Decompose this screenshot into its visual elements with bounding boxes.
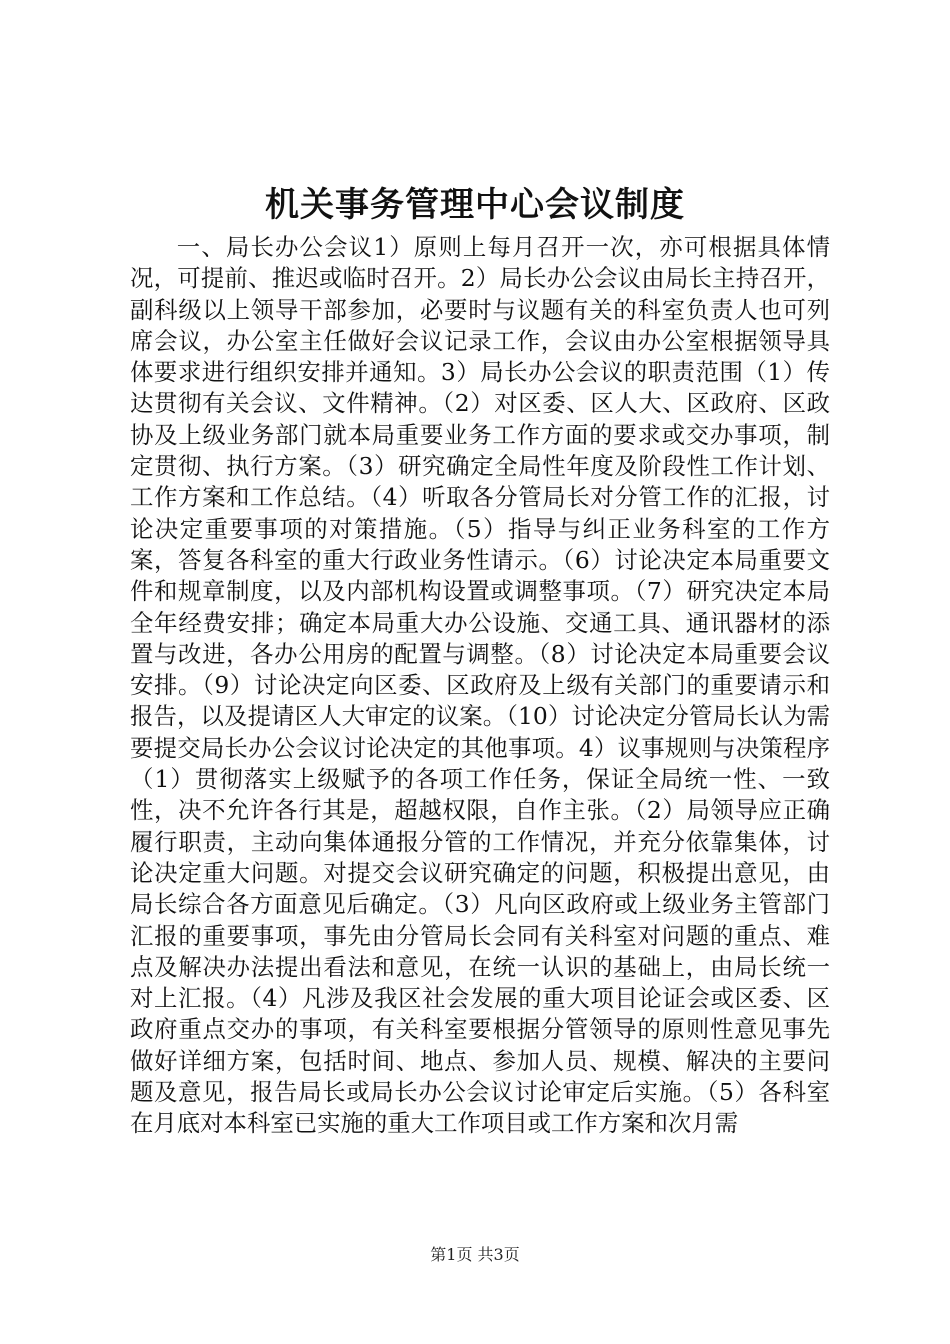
document-body xyxy=(130,232,830,1140)
page-number: 第1页 共3页 xyxy=(430,1245,520,1264)
body-paragraph: 一、局长办公会议1）原则上每月召开一次，亦可根据具体情况，可提前、推迟或临时召开。2）局长办公会议由局长主持召开，副科级以上领导干部参加，必要时与议题有关的科室负责人也可列席会议，办公室主任做好会议记录工作，会议由办公室根据领导具体要求进行组织安排并通知。3）局长办公会议的职责范围（1）传达贯彻有关会议、文件精神。（2）对区委、区人大、区政府、区政协及上级业务部门就本局重要业务工作方面的要求或交办事项，制定贯彻、执行方案。（3）研究确定全局性年度及阶段性工作计划、工作方案和工作总结。（4）听取各分管局长对分管工作的汇报，讨论决定重要事项的对策措施。（5）指导与纠正业务科室的工作方案，答复各科室的重大行政业务性请示。（6）讨论决定本局重要文件和规章制度，以及内部机构设置或调整事项。（7）研究决定本局全年经费安排；确定本局重大办公设施、交通工具、通讯器材的添置与改进，各办公用房的配置与调整。（8）讨论决定本局重要会议安排。（9）讨论决定向区委、区政府及上级有关部门的重要请示和报告，以及提请区人大审定的议案。（10）讨论决定分管局长认为需要提交局长办公会议讨论决定的其他事项。4）议事规则与决策程序（1）贯彻落实上级赋予的各项工作任务，保证全局统一性、一致性，决不允许各行其是，超越权限，自作主张。（2）局领导应正确履行职责，主动向集体通报分管的工作情况，并充分依靠集体，讨论决定重大问题。对提交会议研究确定的问题，积极提出意见，由局长综合各方面意见后确定。（3）凡向区政府或上级业务主管部门汇报的重要事项，事先由分管局长会同有关科室对问题的重点、难点及解决办法提出看法和意见，在统一认识的基础上，由局长统一对上汇报。（4）凡涉及我区社会发展的重大项目论证会或区委、区政府重点交办的事项，有关科室要根据分管领导的原则性意见事先做好详细方案，包括时间、地点、参加人员、规模、解决的主要问题及意见，报告局长或局长办公会议讨论审定后实施。（5）各科室在月底对本科室已实施的重大工作项目或工作方案和次月需 xyxy=(130,233,830,1138)
document-title: 机关事务管理中心会议制度 xyxy=(265,185,685,225)
